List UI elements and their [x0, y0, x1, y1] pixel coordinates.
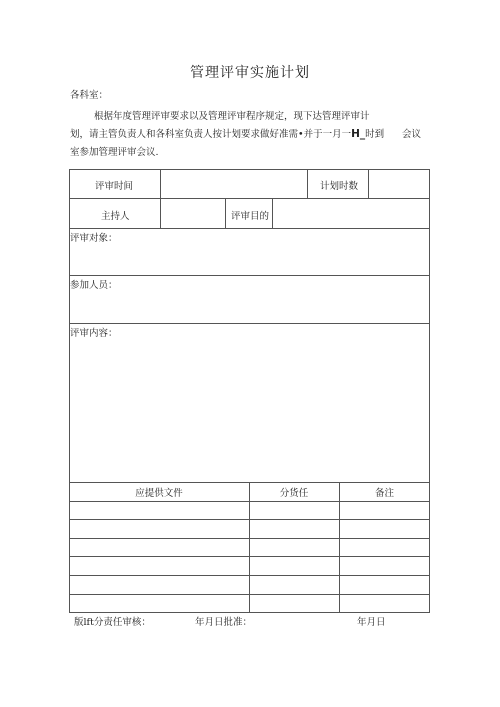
paragraph-line-1: 根据年度管理评审要求以及管理评审程序规定，现下达管理评审计 — [94, 111, 370, 122]
responsibility-header: 分货任 — [279, 488, 309, 499]
review-time-label: 评审时间 — [95, 181, 134, 192]
page-title: 管理评审实施计划 — [190, 65, 310, 81]
remarks-header: 备注 — [374, 488, 394, 499]
review-plan-form — [69, 169, 430, 613]
documents-header: 应提供文件 — [135, 488, 183, 499]
date-label: 年月日 — [357, 617, 386, 628]
paragraph-line-3: 室参加管理评审会议. — [70, 147, 159, 158]
review-content-label: 评审内容： — [70, 328, 118, 339]
participants-label: 参加人员： — [70, 280, 118, 291]
time-text: 时到 — [365, 129, 385, 140]
planned-hours-label: 计划时数 — [320, 181, 359, 192]
approval-label: 年月日批准： — [195, 617, 253, 628]
host-label: 主持人 — [101, 211, 130, 222]
salutation: 各科室： — [70, 90, 109, 101]
paragraph-line-2 — [70, 126, 384, 140]
paragraph-line-2-text: 划，请主管负责人和各科室负责人按计划要求做好准需•并于一月一 — [70, 129, 352, 140]
date-placeholder: H_ — [351, 128, 366, 140]
review-object-label: 评审对象： — [70, 233, 118, 244]
review-purpose-label: 评审目的 — [231, 211, 270, 222]
meeting-word: 会议 — [402, 129, 422, 140]
reviewer-signature-label: 版lft分责任审核： — [74, 617, 151, 628]
